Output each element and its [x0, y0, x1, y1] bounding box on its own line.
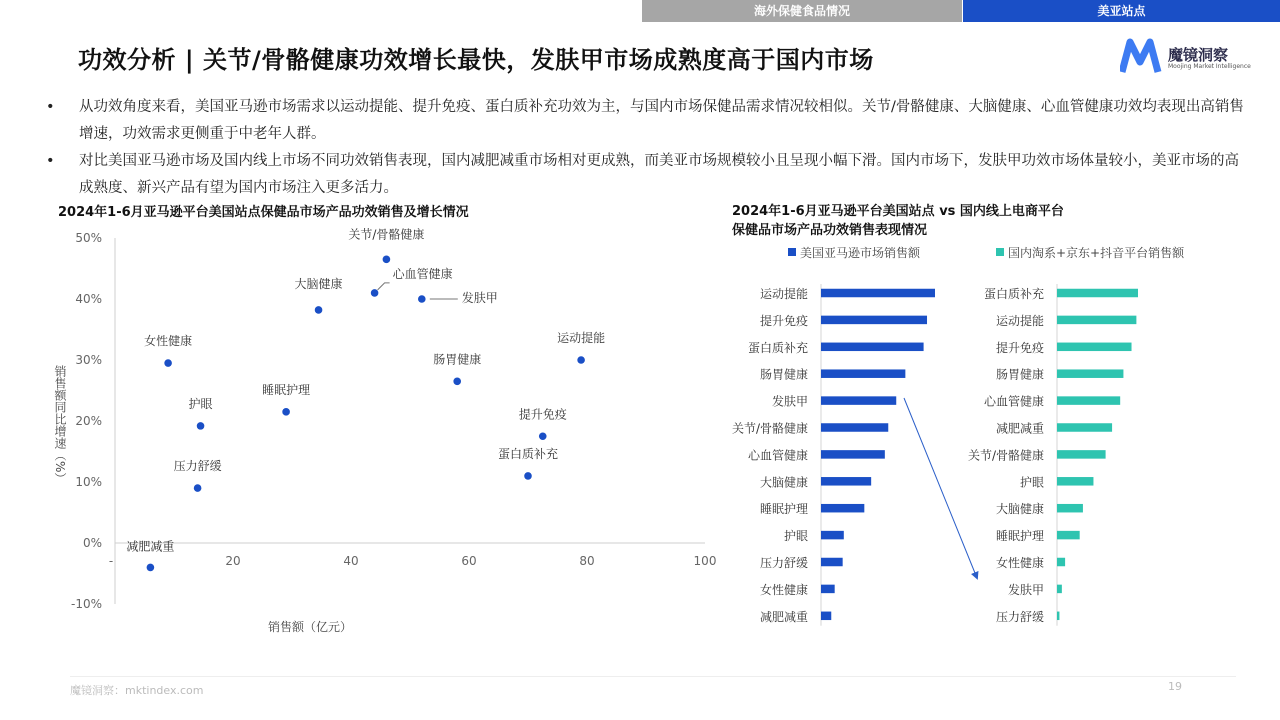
bar-category-label: 关节/骨骼健康: [967, 448, 1044, 463]
bar-category-label: 减肥减重: [995, 421, 1044, 436]
bullet-item: • 对比美国亚马逊市场及国内线上市场不同功效销售表现，国内减肥减重市场相对更成熟，而美亚市场规模较小且呈现小幅下滑。国内市场下，发肤甲功效市场体量较小，美亚市场的高成熟度、新兴产品有望为国内市场注入更多活力。: [46, 148, 1246, 202]
bar-category-label: 大脑健康: [759, 475, 808, 490]
bar-category-label: 睡眠护理: [759, 502, 808, 517]
bar: [821, 316, 927, 325]
point-label: 压力舒缓: [173, 459, 222, 474]
footer-divider: [70, 676, 1236, 677]
bar: [821, 504, 864, 513]
bar: [1057, 450, 1106, 459]
x-tick-label: 60: [461, 554, 477, 568]
y-axis-title: 销售额同比增速（%）: [53, 365, 67, 485]
bar-category-label: 发肤甲: [1007, 582, 1044, 597]
point-label: 发肤甲: [461, 291, 498, 305]
bar: [821, 396, 896, 405]
point-label: 心血管健康: [392, 266, 453, 281]
bar: [1057, 531, 1080, 540]
bar: [821, 450, 885, 459]
bar: [1057, 316, 1136, 325]
bar-category-label: 运动提能: [759, 287, 808, 301]
bar-category-label: 肠胃健康: [995, 367, 1044, 382]
x-tick-label: 80: [579, 554, 595, 568]
bar-chart-title-line1: 2024年1-6月亚马逊平台美国站点 vs 国内线上电商平台: [732, 204, 1064, 219]
bullet-item: • 从功效角度来看，美国亚马逊市场需求以运动提能、提升免疫、蛋白质补充功效为主，与国内市场保健品需求情况较相似。关节/骨骼健康、大脑健康、心血管健康功效均表现出高销售增速，功效需求更侧重于中老年人群。: [46, 94, 1246, 148]
page-number: 19: [1168, 680, 1182, 693]
bar: [1057, 396, 1120, 405]
bar: [1057, 558, 1065, 567]
point-label: 蛋白质补充: [497, 446, 559, 461]
point-label: 提升免疫: [518, 407, 567, 422]
point-label: 护眼: [188, 396, 213, 411]
bar: [821, 558, 843, 567]
bar-category-label: 提升免疫: [759, 313, 808, 328]
y-tick-label: 0%: [82, 536, 102, 550]
point-label: 运动提能: [557, 331, 606, 345]
x-axis-marker: -: [108, 554, 114, 568]
bar: [821, 477, 871, 486]
y-tick-label: 10%: [75, 475, 102, 489]
bar-category-label: 护眼: [1019, 475, 1044, 490]
legend-swatch: [788, 248, 796, 256]
y-tick-label: 30%: [75, 353, 102, 367]
bar: [821, 585, 835, 594]
bar: [1057, 477, 1093, 486]
legend-label: 国内淘系+京东+抖音平台销售额: [1008, 246, 1185, 260]
tab-overseas-health-food[interactable]: 海外保健食品情况: [642, 0, 962, 22]
bar: [1057, 423, 1112, 432]
page-title: 功效分析 | 关节/骨骼健康功效增长最快，发肤甲市场成熟度高于国内市场: [78, 46, 874, 74]
x-tick-label: 100: [693, 554, 717, 568]
y-tick-label: -10%: [70, 597, 102, 611]
bar-category-label: 心血管健康: [747, 448, 808, 463]
annotation-arrow: [904, 398, 977, 578]
x-axis-title: 销售额（亿元）: [267, 620, 353, 634]
legend-swatch: [996, 248, 1004, 256]
point-label: 肠胃健康: [433, 352, 482, 367]
point-label: 关节/骨骼健康: [348, 227, 425, 242]
legend-label: 美国亚马逊市场销售额: [800, 246, 921, 260]
bar-category-label: 蛋白质补充: [983, 287, 1044, 301]
bar-category-label: 减肥减重: [759, 609, 808, 624]
y-tick-label: 50%: [75, 231, 102, 245]
bar-category-label: 关节/骨骼健康: [731, 421, 808, 436]
point-label: 女性健康: [144, 334, 193, 349]
bar-category-label: 女性健康: [995, 556, 1044, 570]
bar: [1057, 585, 1062, 594]
bar-category-label: 大脑健康: [995, 502, 1044, 517]
x-tick-label: 20: [225, 554, 241, 568]
bar-category-label: 压力舒缓: [759, 556, 808, 570]
bar: [821, 531, 844, 540]
bar-category-label: 心血管健康: [983, 394, 1044, 409]
bar-category-label: 提升免疫: [995, 340, 1044, 355]
bar-category-label: 运动提能: [995, 313, 1044, 328]
bar: [821, 289, 935, 298]
bar: [1057, 612, 1059, 621]
bar-chart-title-line2: 保健品市场产品功效销售表现情况: [732, 223, 928, 238]
y-tick-label: 40%: [75, 292, 102, 306]
y-tick-label: 20%: [75, 414, 102, 428]
bar: [821, 612, 831, 621]
bar: [1057, 369, 1123, 378]
bar-category-label: 护眼: [783, 529, 808, 544]
bar: [1057, 504, 1083, 513]
bar: [821, 423, 888, 432]
bar: [1057, 343, 1132, 352]
bar-category-label: 肠胃健康: [759, 367, 808, 382]
bar: [1057, 289, 1138, 298]
x-tick-label: 40: [343, 554, 359, 568]
point-label: 减肥减重: [126, 539, 175, 554]
bar-category-label: 蛋白质补充: [747, 340, 808, 355]
bar-category-label: 发肤甲: [771, 394, 808, 409]
bar-category-label: 睡眠护理: [995, 529, 1044, 544]
bar: [821, 343, 924, 352]
logo-name: 魔镜洞察: [1168, 46, 1229, 64]
scatter-chart-title: 2024年1-6月亚马逊平台美国站点保健品市场产品功效销售及增长情况: [58, 205, 469, 220]
bar-category-label: 压力舒缓: [995, 609, 1044, 624]
bar-category-label: 女性健康: [759, 582, 808, 597]
point-label: 大脑健康: [294, 276, 343, 291]
bar: [821, 369, 905, 378]
logo-subtitle: Moojing Market Intelligence: [1168, 63, 1251, 70]
point-label: 睡眠护理: [262, 382, 311, 397]
footer-source: 魔镜洞察：mktindex.com: [70, 684, 204, 697]
tab-us-amazon-site[interactable]: 美亚站点: [963, 0, 1280, 22]
